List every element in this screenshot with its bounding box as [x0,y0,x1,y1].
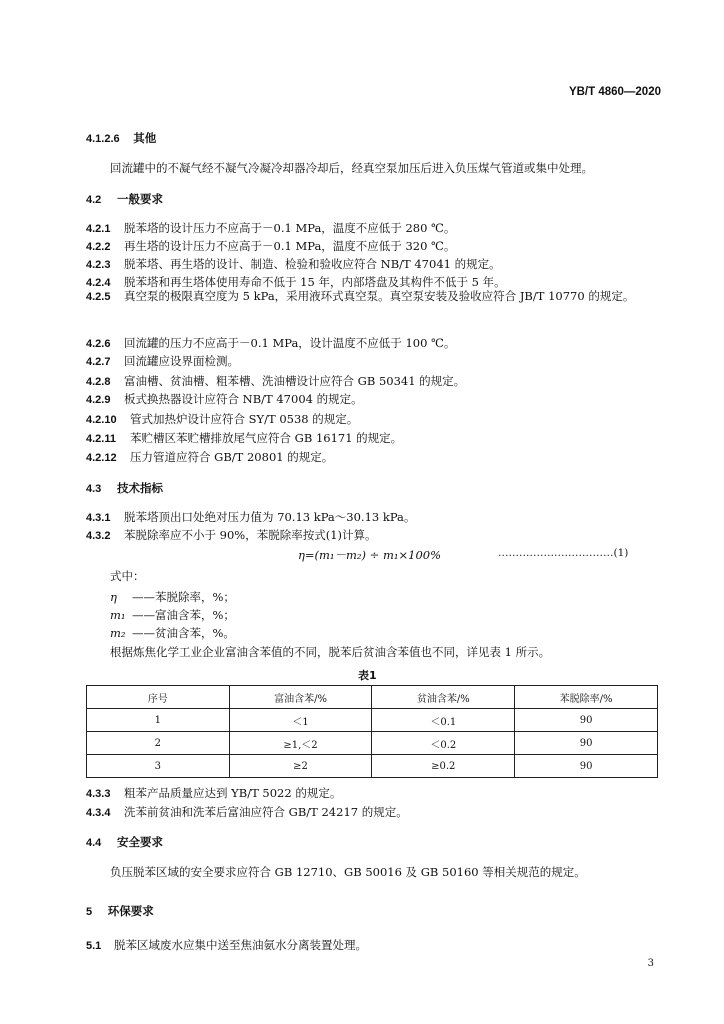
table-header-cell: 苯脱除率/% [515,686,658,709]
variable-description: ——苯脱除率，%； [132,590,235,604]
table-row [87,732,658,755]
section-4-3-heading [86,480,163,496]
clause-text: 脱苯塔、再生塔的设计、制造、检验和验收应符合 NB/T 47041 的规定。 [124,257,501,271]
clause-4-2-2 [86,238,455,254]
section-number: 4.1.2.6 [86,133,120,145]
clause-text: 脱苯区域废水应集中送至焦油氨水分离装置处理。 [114,938,367,952]
clause-text: 再生塔的设计压力不应高于－0.1 MPa，温度不应低于 320 ℃。 [124,239,456,253]
section-number: 4.2 [86,194,102,206]
variable-eta [110,589,235,605]
variable-symbol: η [110,590,117,604]
page-number: 3 [647,958,654,969]
table-cell: ＜1 [229,709,372,732]
clause-4-2-10 [86,411,358,427]
clause-4-2-9 [86,391,363,407]
clause-text: 真空泵的极限真空度为 5 kPa，采用液环式真空泵。真空泵安装及验收应符合 JB/T 10770 的规定。 [124,289,635,303]
table-row [87,755,658,778]
section-title: 环保要求 [107,904,154,918]
table-title: 表1 [358,669,377,682]
where-label: 式中： [110,569,145,583]
clause-number: 4.2.2 [86,241,111,253]
table-row [87,709,658,732]
table-intro-paragraph: 根据炼焦化学工业企业富油含苯值的不同，脱苯后贫油含苯值也不同，详见表 1 所示。 [110,645,551,659]
section-5-heading [86,903,154,919]
table-cell: ≥0.2 [372,755,515,778]
clause-4-3-1 [86,509,415,525]
section-4-2-heading [86,191,163,207]
table-cell: 90 [515,709,658,732]
clause-text: 回流罐的压力不应高于－0.1 MPa，设计温度不应低于 100 ℃。 [124,336,456,350]
section-title: 技术指标 [116,481,163,495]
table-1 [86,685,658,778]
clause-number: 4.2.8 [86,376,111,388]
clause-number: 4.2.1 [86,223,111,235]
table-header-row [87,686,658,709]
clause-4-2-7 [86,353,239,369]
clause-number: 4.3.4 [86,807,111,819]
table-cell: ≥1,＜2 [229,732,372,755]
clause-text: 富油槽、贫油槽、粗苯槽、洗油槽设计应符合 GB 50341 的规定。 [124,374,466,388]
clause-number: 4.2.4 [86,277,111,289]
section-title: 其他 [133,131,157,145]
clause-number: 4.2.7 [86,356,111,368]
clause-number: 4.3.1 [86,512,111,524]
section-number: 4.3 [86,483,102,495]
formula: η=(m₁－m₂) ÷ m₁×100% [298,548,442,562]
clause-text: 回流罐应设界面检测。 [124,354,239,368]
section-title: 一般要求 [116,192,163,206]
section-title: 安全要求 [116,835,163,849]
clause-4-2-11 [86,430,402,446]
clause-text: 粗苯产品质量应达到 YB/T 5022 的规定。 [124,786,342,800]
clause-4-3-2 [86,527,377,543]
table-cell: 1 [87,709,230,732]
clause-number: 4.2.5 [86,291,111,303]
clause-number: 4.2.9 [86,394,111,406]
clause-4-2-8 [86,373,465,389]
clause-text: 管式加热炉设计应符合 SY/T 0538 的规定。 [130,412,359,426]
variable-symbol: m₁ [110,608,126,622]
clause-4-3-3 [86,785,341,801]
clause-4-2-3 [86,256,501,272]
section-4-4-heading [86,834,163,850]
clause-text: 洗苯前贫油和洗苯后富油应符合 GB/T 24217 的规定。 [124,805,408,819]
clause-text: 板式换热器设计应符合 NB/T 47004 的规定。 [124,392,363,406]
variable-description: ——贫油含苯，%。 [132,626,235,640]
variable-symbol: m₂ [110,626,126,640]
table-cell: ≥2 [229,755,372,778]
variable-description: ——富油含苯，%； [132,608,235,622]
standard-number: YB/T 4860—2020 [568,86,661,98]
clause-number: 4.2.11 [86,433,116,445]
clause-4-3-4 [86,804,408,820]
table-cell: ＜0.1 [372,709,515,732]
variable-m1 [110,607,235,623]
clause-4-2-12 [86,449,333,465]
clause-number: 4.2.3 [86,259,111,271]
variable-m2 [110,625,235,641]
table-cell: ＜0.2 [372,732,515,755]
table-header-cell: 序号 [87,686,230,709]
clause-number: 4.2.10 [86,414,117,426]
equation-number: ……………………………(1) [498,547,629,559]
paragraph: 回流罐中的不凝气经不凝气冷凝冷却器冷却后，经真空泵加压后进入负压煤气管道或集中处理。 [110,161,593,175]
paragraph: 负压脱苯区域的安全要求应符合 GB 12710、GB 50016 及 GB 50160 等相关规范的规定。 [110,865,586,879]
clause-5-1 [86,937,367,953]
clause-number: 5.1 [86,940,102,952]
clause-number: 4.2.6 [86,338,111,350]
clause-text: 脱苯塔和再生塔体使用寿命不低于 15 年，内部塔盘及其构件不低于 5 年。 [124,275,506,289]
clause-text: 苯贮槽区苯贮槽排放尾气应符合 GB 16171 的规定。 [130,431,403,445]
table-header-cell: 富油含苯/% [229,686,372,709]
clause-text: 苯脱除率应不小于 90%，苯脱除率按式(1)计算。 [124,528,377,542]
clause-text: 脱苯塔顶出口处绝对压力值为 70.13 kPa～30.13 kPa。 [124,510,416,524]
clause-4-2-1 [86,220,455,236]
section-number: 5 [86,906,93,918]
clause-number: 4.3.2 [86,530,111,542]
clause-number: 4.3.3 [86,788,111,800]
clause-text: 脱苯塔的设计压力不应高于－0.1 MPa，温度不应低于 280 ℃。 [124,221,456,235]
clause-text: 压力管道应符合 GB/T 20801 的规定。 [130,450,334,464]
clause-4-2-6 [86,335,455,351]
table-cell: 90 [515,732,658,755]
table-cell: 3 [87,755,230,778]
clause-4-2-5 [86,287,658,307]
section-number: 4.4 [86,837,102,849]
table-cell: 90 [515,755,658,778]
clause-number: 4.2.12 [86,452,117,464]
section-4-1-2-6-heading [86,130,156,146]
table-cell: 2 [87,732,230,755]
table-header-cell: 贫油含苯/% [372,686,515,709]
